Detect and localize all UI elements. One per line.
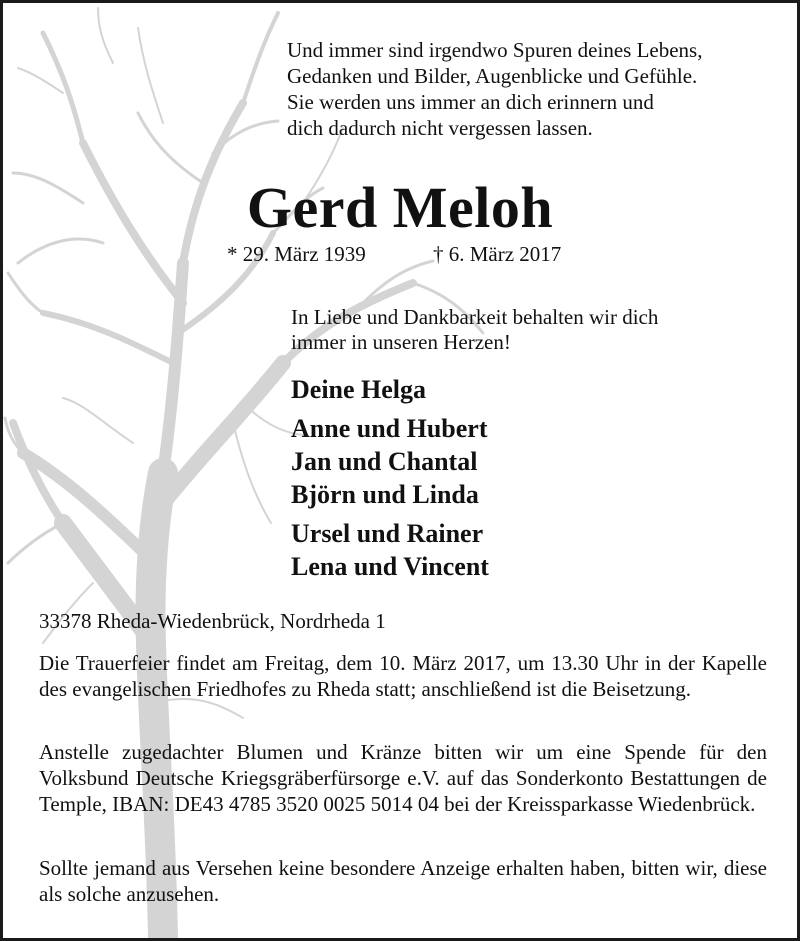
poem-line: Und immer sind irgendwo Spuren deines Lebens, (287, 38, 703, 62)
mourner-name: Björn und Linda (291, 480, 479, 509)
funeral-service-info: Die Trauerfeier findet am Freitag, dem 10. März 2017, um 13.30 Uhr in der Kapelle des evangelischen Friedhofes zu Rheda statt; anschließend ist die Beisetzung. (39, 651, 767, 701)
mourners-list (291, 373, 771, 589)
mourner-name: Lena und Vincent (291, 552, 489, 581)
mourner-name: Deine Helga (291, 375, 427, 404)
tribute-line: immer in unseren Herzen! (291, 330, 511, 354)
poem-line: Sie werden uns immer an dich erinnern und (287, 90, 654, 114)
tribute-line: In Liebe und Dankbarkeit behalten wir dich (291, 305, 659, 329)
family-address: 33378 Rheda-Wiedenbrück, Nordrheda 1 (39, 609, 386, 633)
mourner-group (291, 517, 771, 583)
deceased-name: Gerd Meloh (246, 175, 554, 240)
death-date: † 6. März 2017 (433, 242, 562, 266)
mourner-group (291, 373, 771, 406)
mourner-name: Ursel und Rainer (291, 519, 484, 548)
mourner-name: Jan und Chantal (291, 447, 478, 476)
memorial-poem (287, 37, 777, 141)
poem-line: dich dadurch nicht vergessen lassen. (287, 116, 593, 140)
mourner-group (291, 412, 771, 511)
mourner-name: Anne und Hubert (291, 414, 488, 443)
tribute-text (291, 305, 771, 355)
notification-note: Sollte jemand aus Versehen keine besondere Anzeige erhalten haben, bitten wir, diese als solche anzusehen. (39, 856, 767, 906)
donation-request: Anstelle zugedachter Blumen und Kränze bitten wir um eine Spende für den Volksbund Deutsche Kriegsgräberfürsorge e.V. auf das Sonderkonto Bestattungen de Temple, IBAN: DE43 4785 3520 0025 5014 04 bei der Kreissparkasse Wiedenbrück. (39, 740, 767, 816)
birth-date: * 29. März 1939 (227, 242, 366, 266)
poem-line: Gedanken und Bilder, Augenblicke und Gefühle. (287, 64, 698, 88)
